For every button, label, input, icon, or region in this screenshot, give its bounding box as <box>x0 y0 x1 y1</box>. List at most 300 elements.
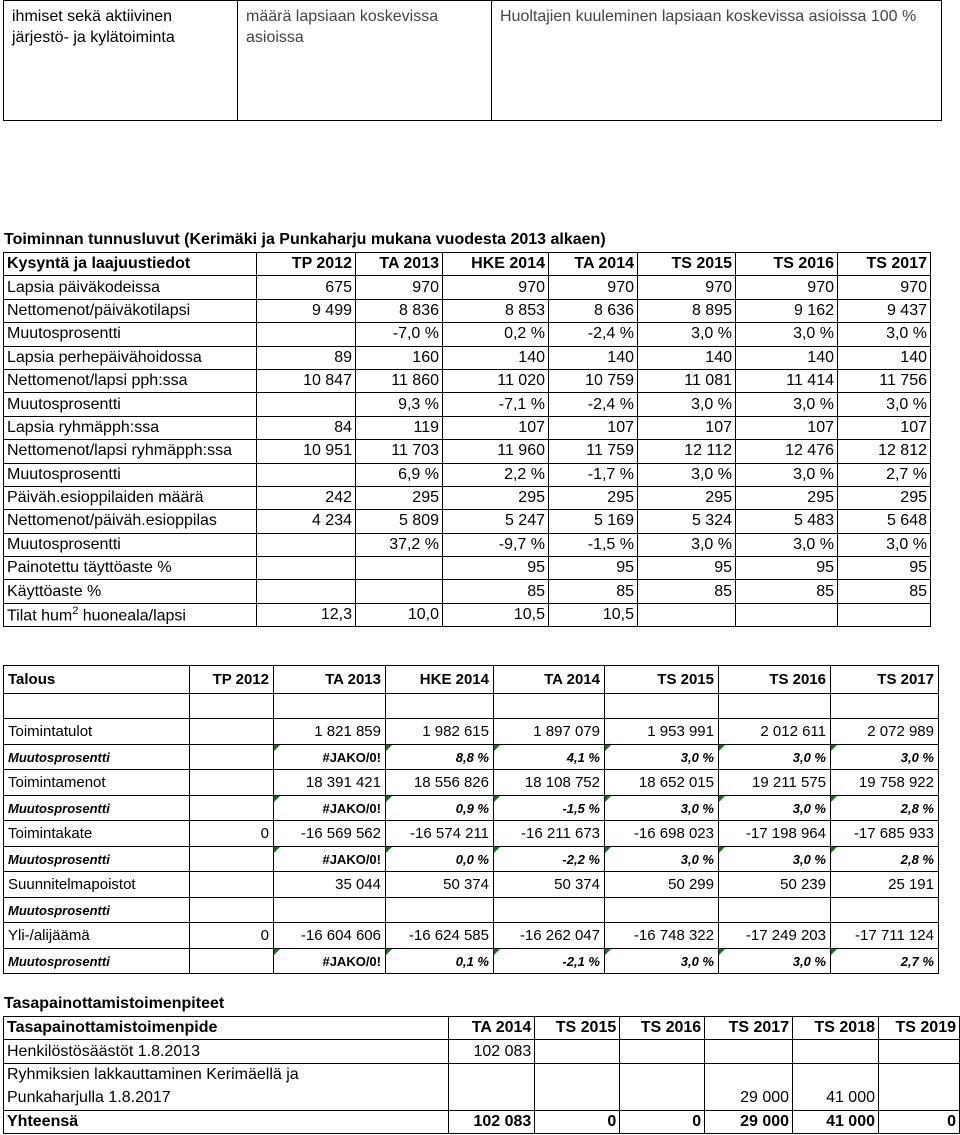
finance-header-row <box>4 666 939 694</box>
table-cell: #JAKO/0! <box>274 796 386 821</box>
column-header: TS 2017 <box>838 253 931 276</box>
top-cell-3: Huoltajien kuuleminen lapsiaan koskevissa asioissa 100 % <box>492 1 942 121</box>
table-cell <box>257 580 356 603</box>
column-header: HKE 2014 <box>386 666 494 694</box>
table-cell <box>879 1040 960 1063</box>
comment-marker <box>719 847 725 853</box>
column-header: TA 2014 <box>549 253 638 276</box>
comment-marker <box>274 796 280 802</box>
table-cell: 107 <box>838 416 931 439</box>
table-cell: 102 083 <box>449 1040 535 1063</box>
table-cell: 12 112 <box>638 440 736 463</box>
comment-marker <box>605 949 611 955</box>
column-header: TS 2019 <box>879 1017 960 1040</box>
table-cell: 9 499 <box>257 299 356 322</box>
table-cell: -1,5 % <box>494 796 605 821</box>
table-cell: 95 <box>549 557 638 580</box>
table-cell: 295 <box>638 486 736 509</box>
table-cell: 160 <box>356 346 443 369</box>
label-text: Tilat hum <box>7 607 73 625</box>
table-cell: 85 <box>443 580 549 603</box>
table-row <box>4 603 931 626</box>
table-cell: 8 836 <box>356 299 443 322</box>
column-header: TS 2016 <box>719 666 831 694</box>
table-row <box>4 770 939 796</box>
table-cell: 11 756 <box>838 369 931 392</box>
table-cell: 2,8 % <box>831 847 939 872</box>
table-cell: 11 703 <box>356 440 443 463</box>
table-cell: 19 758 922 <box>831 770 939 796</box>
table-cell: 85 <box>736 580 838 603</box>
table-cell: 89 <box>257 346 356 369</box>
table-cell: 970 <box>356 276 443 299</box>
comment-marker <box>386 796 392 802</box>
empty-cell <box>719 694 831 719</box>
total-cell: 0 <box>535 1110 620 1133</box>
column-header: TA 2014 <box>449 1017 535 1040</box>
table-cell: 25 191 <box>831 872 939 898</box>
finance-table <box>3 665 939 974</box>
total-row <box>4 1110 960 1133</box>
table-cell <box>190 770 274 796</box>
table-cell: 3,0 % <box>838 393 931 416</box>
table-row <box>4 486 931 509</box>
table-cell: -17 198 964 <box>719 821 831 847</box>
row-label: Lapsia ryhmäpph:ssa <box>4 416 257 439</box>
table-cell: 1 897 079 <box>494 719 605 745</box>
column-header: TS 2017 <box>831 666 939 694</box>
column-header: TA 2013 <box>274 666 386 694</box>
table-cell: 3,0 % <box>638 533 736 556</box>
table-cell: 11 414 <box>736 369 838 392</box>
table-cell: 8,8 % <box>386 745 494 770</box>
table-cell: 0,1 % <box>386 949 494 974</box>
table-cell: 4,1 % <box>494 745 605 770</box>
table-cell: 107 <box>443 416 549 439</box>
row-label: Muutosprosentti <box>4 533 257 556</box>
table-cell: 140 <box>838 346 931 369</box>
table-cell: -16 604 606 <box>274 923 386 949</box>
table-cell: 9 162 <box>736 299 838 322</box>
table-cell: 675 <box>257 276 356 299</box>
table-cell <box>257 323 356 346</box>
total-cell: 102 083 <box>449 1110 535 1133</box>
column-header: TS 2017 <box>705 1017 793 1040</box>
comment-marker <box>831 949 837 955</box>
table-cell <box>190 796 274 821</box>
table-cell: 18 391 421 <box>274 770 386 796</box>
table-cell <box>719 898 831 923</box>
kpi-header-row <box>4 253 931 276</box>
table-cell: 970 <box>838 276 931 299</box>
row-label: Toimintatulot <box>4 719 190 745</box>
row-label: Muutosprosentti <box>4 393 257 416</box>
row-label: Muutosprosentti <box>4 898 190 923</box>
comment-marker <box>719 796 725 802</box>
table-row <box>4 1063 960 1086</box>
table-cell: 3,0 % <box>736 533 838 556</box>
table-cell: 5 169 <box>549 510 638 533</box>
row-label: Punkaharjulla 1.8.2017 <box>4 1087 449 1110</box>
table-cell: 140 <box>549 346 638 369</box>
table-cell: -16 211 673 <box>494 821 605 847</box>
table-cell: -16 574 211 <box>386 821 494 847</box>
table-cell: 3,0 % <box>831 745 939 770</box>
table-cell <box>190 898 274 923</box>
comment-marker <box>605 847 611 853</box>
table-row <box>4 923 939 949</box>
table-row <box>4 346 931 369</box>
table-cell: 3,0 % <box>719 745 831 770</box>
row-label: Ryhmiksien lakkauttaminen Kerimäellä ja <box>4 1063 449 1086</box>
table-cell: 295 <box>356 486 443 509</box>
table-cell <box>638 603 736 626</box>
table-cell: 107 <box>736 416 838 439</box>
column-header: TS 2018 <box>793 1017 879 1040</box>
table-cell: 3,0 % <box>605 796 719 821</box>
comment-marker <box>719 949 725 955</box>
table-cell: 11 960 <box>443 440 549 463</box>
table-cell <box>449 1063 535 1086</box>
top-cell-2: määrä lapsiaan koskevissa asioissa <box>238 1 492 121</box>
superscript: 2 <box>72 604 79 617</box>
column-header: TS 2015 <box>605 666 719 694</box>
table-row <box>4 299 931 322</box>
column-header: TS 2016 <box>620 1017 705 1040</box>
table-cell: 3,0 % <box>838 533 931 556</box>
table-cell: 10,5 <box>549 603 638 626</box>
table-cell: 2 012 611 <box>719 719 831 745</box>
table-cell <box>535 1040 620 1063</box>
empty-cell <box>274 694 386 719</box>
table-cell: 18 652 015 <box>605 770 719 796</box>
table-cell <box>257 393 356 416</box>
table-cell: -1,5 % <box>549 533 638 556</box>
table-cell: 5 324 <box>638 510 736 533</box>
table-cell <box>257 463 356 486</box>
table-cell: 3,0 % <box>605 949 719 974</box>
empty-cell <box>190 694 274 719</box>
table-cell: 107 <box>549 416 638 439</box>
table-row <box>4 949 939 974</box>
column-header: Tasapainottamistoimenpide <box>4 1017 449 1040</box>
table-cell: 140 <box>638 346 736 369</box>
table-cell: 295 <box>736 486 838 509</box>
table-cell: 1 821 859 <box>274 719 386 745</box>
table-row <box>4 872 939 898</box>
table-cell: 50 239 <box>719 872 831 898</box>
table-row <box>4 745 939 770</box>
table-cell <box>494 898 605 923</box>
table-cell: -16 698 023 <box>605 821 719 847</box>
table-cell: 3,0 % <box>719 847 831 872</box>
column-header: Kysyntä ja laajuustiedot <box>4 253 257 276</box>
table-cell: 119 <box>356 416 443 439</box>
table-cell: 84 <box>257 416 356 439</box>
comment-marker <box>274 745 280 751</box>
row-label: Toimintamenot <box>4 770 190 796</box>
table-cell: 11 020 <box>443 369 549 392</box>
table-cell: 10 951 <box>257 440 356 463</box>
table-cell: 4 234 <box>257 510 356 533</box>
table-row <box>4 1087 960 1110</box>
row-label: Suunnitelmapoistot <box>4 872 190 898</box>
table-cell <box>274 898 386 923</box>
table-cell: 0 <box>190 923 274 949</box>
comment-marker <box>274 949 280 955</box>
row-label: Nettomenot/päiväkotilapsi <box>4 299 257 322</box>
row-label: Nettomenot/lapsi ryhmäpph:ssa <box>4 440 257 463</box>
table-row <box>4 369 931 392</box>
table-cell: 50 374 <box>494 872 605 898</box>
table-cell: 95 <box>638 557 736 580</box>
table-cell <box>879 1087 960 1110</box>
row-label: Henkilöstösäästöt 1.8.2013 <box>4 1040 449 1063</box>
table-cell: 3,0 % <box>719 796 831 821</box>
comment-marker <box>386 949 392 955</box>
kpi-table <box>3 252 931 627</box>
table-row <box>4 796 939 821</box>
row-label: Muutosprosentti <box>4 463 257 486</box>
row-label: Päiväh.esioppilaiden määrä <box>4 486 257 509</box>
total-cell: 0 <box>879 1110 960 1133</box>
table-row <box>4 393 931 416</box>
comment-marker <box>494 949 500 955</box>
table-cell: -7,1 % <box>443 393 549 416</box>
table-cell <box>535 1063 620 1086</box>
table-cell <box>190 719 274 745</box>
total-cell: 29 000 <box>705 1110 793 1133</box>
table-cell <box>705 1063 793 1086</box>
comment-marker <box>274 847 280 853</box>
table-cell: 11 081 <box>638 369 736 392</box>
table-cell: -16 262 047 <box>494 923 605 949</box>
table-cell: #JAKO/0! <box>274 847 386 872</box>
table-cell: 2,7 % <box>831 949 939 974</box>
table-cell <box>620 1063 705 1086</box>
table-cell: 970 <box>736 276 838 299</box>
table-row <box>4 440 931 463</box>
table-cell: 295 <box>838 486 931 509</box>
table-cell <box>356 580 443 603</box>
table-cell <box>449 1087 535 1110</box>
table-row <box>4 847 939 872</box>
table-cell: 85 <box>838 580 931 603</box>
table-cell: 6,9 % <box>356 463 443 486</box>
row-label <box>4 603 257 626</box>
table-cell: 0 <box>190 821 274 847</box>
table-cell: 8 636 <box>549 299 638 322</box>
table-cell: 3,0 % <box>605 847 719 872</box>
table-cell <box>257 557 356 580</box>
table-cell: 85 <box>638 580 736 603</box>
table-cell <box>356 557 443 580</box>
table-cell: 242 <box>257 486 356 509</box>
table-cell: 8 895 <box>638 299 736 322</box>
label-text: huoneala/lapsi <box>78 607 186 625</box>
table-cell: #JAKO/0! <box>274 745 386 770</box>
table-cell: 41 000 <box>793 1087 879 1110</box>
comment-marker <box>605 745 611 751</box>
row-label: Muutosprosentti <box>4 949 190 974</box>
table-cell: 18 108 752 <box>494 770 605 796</box>
column-header: TA 2013 <box>356 253 443 276</box>
table-row <box>4 463 931 486</box>
table-cell: 1 982 615 <box>386 719 494 745</box>
table-row <box>4 510 931 533</box>
table-cell: 3,0 % <box>638 463 736 486</box>
table-cell: 5 483 <box>736 510 838 533</box>
row-label: Muutosprosentti <box>4 323 257 346</box>
top-cell-1: ihmiset sekä aktiivinen järjestö- ja kylätoiminta <box>4 1 238 121</box>
table-cell: 18 556 826 <box>386 770 494 796</box>
table-cell: 37,2 % <box>356 533 443 556</box>
table-cell <box>257 533 356 556</box>
table-cell: -17 711 124 <box>831 923 939 949</box>
table-cell: 50 374 <box>386 872 494 898</box>
table-cell: -17 249 203 <box>719 923 831 949</box>
table-cell <box>838 603 931 626</box>
total-cell: 0 <box>620 1110 705 1133</box>
table-cell: -2,1 % <box>494 949 605 974</box>
comment-marker <box>831 796 837 802</box>
table-cell <box>620 1040 705 1063</box>
table-cell <box>736 603 838 626</box>
empty-cell <box>386 694 494 719</box>
column-header: TS 2015 <box>535 1017 620 1040</box>
row-label: Nettomenot/lapsi pph:ssa <box>4 369 257 392</box>
table-cell <box>190 949 274 974</box>
table-cell: 140 <box>443 346 549 369</box>
table-cell: -7,0 % <box>356 323 443 346</box>
table-cell <box>535 1087 620 1110</box>
table-cell: 10,0 <box>356 603 443 626</box>
table-cell: 3,0 % <box>736 393 838 416</box>
table-cell: 3,0 % <box>605 745 719 770</box>
row-label: Toimintakate <box>4 821 190 847</box>
table-cell: #JAKO/0! <box>274 949 386 974</box>
table-cell <box>879 1063 960 1086</box>
column-header: TP 2012 <box>190 666 274 694</box>
section1-title: Toiminnan tunnusluvut (Kerimäki ja Punkaharju mukana vuodesta 2013 alkaen) <box>4 231 606 248</box>
table-row <box>4 580 931 603</box>
table-cell <box>190 872 274 898</box>
table-row <box>4 557 931 580</box>
table-row <box>4 533 931 556</box>
comment-marker <box>494 745 500 751</box>
row-label: Painotettu täyttöaste % <box>4 557 257 580</box>
table-cell: 5 809 <box>356 510 443 533</box>
table-cell: 3,0 % <box>838 323 931 346</box>
table-cell: 3,0 % <box>736 323 838 346</box>
table-cell: 1 953 991 <box>605 719 719 745</box>
table-cell: 10 759 <box>549 369 638 392</box>
comment-marker <box>386 847 392 853</box>
table-cell <box>793 1040 879 1063</box>
table-cell: 50 299 <box>605 872 719 898</box>
table-cell: 140 <box>736 346 838 369</box>
table-cell: 95 <box>443 557 549 580</box>
table-cell: 95 <box>736 557 838 580</box>
table-cell: 11 759 <box>549 440 638 463</box>
row-label: Yli-/alijäämä <box>4 923 190 949</box>
comment-marker <box>386 745 392 751</box>
spacer-row <box>4 694 939 719</box>
table-cell: 2,7 % <box>838 463 931 486</box>
table-cell: -16 624 585 <box>386 923 494 949</box>
table-cell: 9 437 <box>838 299 931 322</box>
table-cell: 970 <box>549 276 638 299</box>
row-label: Lapsia perhepäivähoidossa <box>4 346 257 369</box>
table-cell: -16 569 562 <box>274 821 386 847</box>
comment-marker <box>719 745 725 751</box>
total-label: Yhteensä <box>4 1110 449 1133</box>
table-cell: 5 247 <box>443 510 549 533</box>
table-cell: 2,2 % <box>443 463 549 486</box>
table-cell: -2,2 % <box>494 847 605 872</box>
row-label: Nettomenot/päiväh.esioppilas <box>4 510 257 533</box>
row-label: Lapsia päiväkodeissa <box>4 276 257 299</box>
comment-marker <box>494 796 500 802</box>
table-cell: -9,7 % <box>443 533 549 556</box>
balancing-header-row <box>4 1017 960 1040</box>
column-header: TP 2012 <box>257 253 356 276</box>
table-cell <box>793 1063 879 1086</box>
table-cell <box>190 745 274 770</box>
table-cell: 2 072 989 <box>831 719 939 745</box>
table-cell: -17 685 933 <box>831 821 939 847</box>
table-cell: 10,5 <box>443 603 549 626</box>
comment-marker <box>831 745 837 751</box>
table-cell: 8 853 <box>443 299 549 322</box>
row-label: Muutosprosentti <box>4 796 190 821</box>
empty-cell <box>831 694 939 719</box>
table-row <box>4 416 931 439</box>
table-cell <box>190 847 274 872</box>
table-cell: 3,0 % <box>638 323 736 346</box>
table-cell: 10 847 <box>257 369 356 392</box>
table-cell: 970 <box>638 276 736 299</box>
column-header: TS 2015 <box>638 253 736 276</box>
table-cell: 3,0 % <box>736 463 838 486</box>
balancing-table <box>3 1016 960 1134</box>
comment-marker <box>605 796 611 802</box>
column-header: TS 2016 <box>736 253 838 276</box>
table-cell: -16 748 322 <box>605 923 719 949</box>
table-row <box>4 323 931 346</box>
total-cell: 41 000 <box>793 1110 879 1133</box>
table-cell: 12 812 <box>838 440 931 463</box>
comment-marker <box>494 847 500 853</box>
table-cell: 970 <box>443 276 549 299</box>
column-header: TA 2014 <box>494 666 605 694</box>
table-cell: 3,0 % <box>719 949 831 974</box>
table-cell: 35 044 <box>274 872 386 898</box>
table-cell: 107 <box>638 416 736 439</box>
table-cell: 95 <box>838 557 931 580</box>
table-cell: 12 476 <box>736 440 838 463</box>
table-cell: 3,0 % <box>638 393 736 416</box>
table-row <box>4 898 939 923</box>
top-partial-table <box>3 0 942 121</box>
table-cell: 85 <box>549 580 638 603</box>
empty-cell <box>494 694 605 719</box>
comment-marker <box>831 847 837 853</box>
table-cell <box>605 898 719 923</box>
table-cell <box>831 898 939 923</box>
row-label: Muutosprosentti <box>4 847 190 872</box>
table-row <box>4 719 939 745</box>
